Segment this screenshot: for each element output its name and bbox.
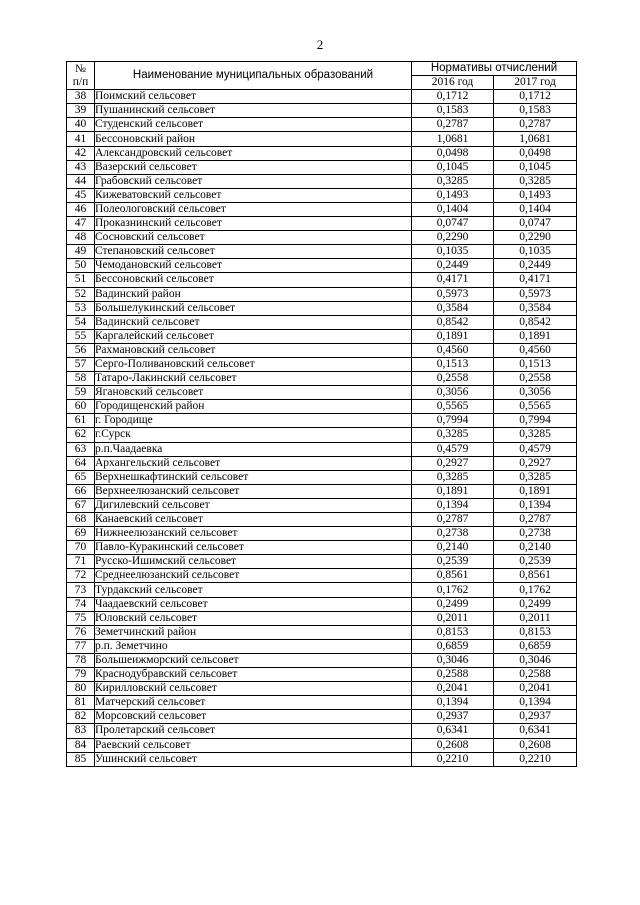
row-2017-cell: 0,0498 (494, 146, 577, 160)
row-2016-cell: 0,2608 (412, 738, 494, 752)
table-row (67, 259, 577, 273)
row-2017-cell: 0,2738 (494, 527, 577, 541)
table-row (67, 315, 577, 329)
row-2017-cell: 0,6859 (494, 639, 577, 653)
table-row (67, 231, 577, 245)
row-2016-cell: 0,7994 (412, 414, 494, 428)
row-number-cell: 46 (67, 202, 95, 216)
row-2017-cell: 0,2558 (494, 372, 577, 386)
row-number-cell: 78 (67, 653, 95, 667)
row-2016-cell: 0,2290 (412, 231, 494, 245)
number-header-label: № (75, 62, 86, 75)
row-2016-cell: 0,3285 (412, 470, 494, 484)
row-2017-cell: 0,2787 (494, 118, 577, 132)
row-2017-cell: 0,2787 (494, 513, 577, 527)
row-name-cell: Морсовский сельсовет (95, 710, 412, 724)
row-number-cell: 81 (67, 696, 95, 710)
row-2017-cell: 0,1045 (494, 160, 577, 174)
row-number-cell: 48 (67, 231, 95, 245)
row-2016-cell: 0,2449 (412, 259, 494, 273)
number-header (67, 62, 95, 90)
table-body (67, 90, 577, 767)
row-2017-cell: 0,3285 (494, 428, 577, 442)
row-number-cell: 64 (67, 456, 95, 470)
row-2016-cell: 0,2539 (412, 555, 494, 569)
row-number-cell: 50 (67, 259, 95, 273)
table-row (67, 484, 577, 498)
row-number-cell: 65 (67, 470, 95, 484)
row-name-cell: Полеологовский сельсовет (95, 202, 412, 216)
row-2016-cell: 0,5565 (412, 400, 494, 414)
row-2016-cell: 0,2927 (412, 456, 494, 470)
row-name-cell: Сосновский сельсовет (95, 231, 412, 245)
row-2017-cell: 0,1712 (494, 90, 577, 104)
row-2016-cell: 0,1394 (412, 498, 494, 512)
row-name-cell: р.п.Чаадаевка (95, 442, 412, 456)
row-2017-cell: 0,2290 (494, 231, 577, 245)
row-2016-cell: 0,2738 (412, 527, 494, 541)
table-row (67, 724, 577, 738)
row-2017-cell: 0,2011 (494, 611, 577, 625)
row-number-cell: 44 (67, 174, 95, 188)
row-number-cell: 45 (67, 188, 95, 202)
table-row (67, 653, 577, 667)
row-2017-cell: 0,1583 (494, 104, 577, 118)
table-row (67, 273, 577, 287)
table-row (67, 513, 577, 527)
table-row (67, 90, 577, 104)
row-2016-cell: 0,2011 (412, 611, 494, 625)
row-2017-cell: 0,1035 (494, 245, 577, 259)
row-number-cell: 80 (67, 682, 95, 696)
row-number-cell: 73 (67, 583, 95, 597)
name-header: Наименование муниципальных образований (95, 62, 412, 90)
row-name-cell: Архангельский сельсовет (95, 456, 412, 470)
row-name-cell: Русско-Ишимский сельсовет (95, 555, 412, 569)
year-2016-header: 2016 год (412, 76, 494, 90)
row-number-cell: 59 (67, 386, 95, 400)
table-row (67, 527, 577, 541)
row-name-cell: Вадинский район (95, 287, 412, 301)
table-row (67, 104, 577, 118)
row-2016-cell: 1,0681 (412, 132, 494, 146)
row-2017-cell: 0,3285 (494, 470, 577, 484)
row-2017-cell: 0,1394 (494, 696, 577, 710)
table-row (67, 442, 577, 456)
table-row (67, 400, 577, 414)
row-name-cell: Матчерский сельсовет (95, 696, 412, 710)
table-row (67, 343, 577, 357)
row-2016-cell: 0,2041 (412, 682, 494, 696)
row-name-cell: Бессоновский район (95, 132, 412, 146)
row-name-cell: Пушанинский сельсовет (95, 104, 412, 118)
row-2016-cell: 0,5973 (412, 287, 494, 301)
row-2016-cell: 0,0498 (412, 146, 494, 160)
row-name-cell: Большелукинский сельсовет (95, 301, 412, 315)
row-2017-cell: 0,2937 (494, 710, 577, 724)
row-2017-cell: 0,2140 (494, 541, 577, 555)
row-2016-cell: 0,2210 (412, 752, 494, 766)
row-2016-cell: 0,1891 (412, 329, 494, 343)
row-number-cell: 82 (67, 710, 95, 724)
table-row (67, 682, 577, 696)
table-row (67, 470, 577, 484)
row-number-cell: 72 (67, 569, 95, 583)
row-number-cell: 54 (67, 315, 95, 329)
row-number-cell: 79 (67, 668, 95, 682)
norms-table (66, 61, 577, 767)
row-2017-cell: 0,3584 (494, 301, 577, 315)
row-name-cell: г.Сурск (95, 428, 412, 442)
table-row (67, 146, 577, 160)
row-2017-cell: 0,7994 (494, 414, 577, 428)
row-2017-cell: 0,2499 (494, 597, 577, 611)
row-2016-cell: 0,1891 (412, 484, 494, 498)
row-2017-cell: 0,3285 (494, 174, 577, 188)
row-number-cell: 47 (67, 217, 95, 231)
row-number-cell: 63 (67, 442, 95, 456)
row-name-cell: Кижеватовский сельсовет (95, 188, 412, 202)
norms-header: Нормативы отчислений (412, 62, 577, 76)
row-2017-cell: 0,4560 (494, 343, 577, 357)
row-name-cell: Вадинский сельсовет (95, 315, 412, 329)
row-name-cell: Дигилевский сельсовет (95, 498, 412, 512)
row-number-cell: 58 (67, 372, 95, 386)
row-2016-cell: 0,8542 (412, 315, 494, 329)
row-name-cell: Среднеелюзанский сельсовет (95, 569, 412, 583)
row-2017-cell: 0,4171 (494, 273, 577, 287)
row-name-cell: Поимский сельсовет (95, 90, 412, 104)
table-row (67, 217, 577, 231)
row-name-cell: Ушинский сельсовет (95, 752, 412, 766)
row-number-cell: 56 (67, 343, 95, 357)
row-2016-cell: 0,1045 (412, 160, 494, 174)
table-row (67, 372, 577, 386)
row-name-cell: Канаевский сельсовет (95, 513, 412, 527)
row-2017-cell: 0,1762 (494, 583, 577, 597)
table-row (67, 696, 577, 710)
table-row (67, 752, 577, 766)
row-2016-cell: 0,3046 (412, 653, 494, 667)
row-number-cell: 75 (67, 611, 95, 625)
row-name-cell: Рахмановский сельсовет (95, 343, 412, 357)
row-name-cell: Кирилловский сельсовет (95, 682, 412, 696)
row-number-cell: 84 (67, 738, 95, 752)
row-2017-cell: 0,5565 (494, 400, 577, 414)
row-name-cell: Городищенский район (95, 400, 412, 414)
row-2017-cell: 0,2588 (494, 668, 577, 682)
row-name-cell: Краснодубравский сельсовет (95, 668, 412, 682)
row-name-cell: Юловский сельсовет (95, 611, 412, 625)
row-2017-cell: 0,1404 (494, 202, 577, 216)
row-2016-cell: 0,4579 (412, 442, 494, 456)
table-row (67, 639, 577, 653)
row-2017-cell: 0,1394 (494, 498, 577, 512)
number-header-sublabel: п/п (72, 75, 89, 88)
row-name-cell: Александровский сельсовет (95, 146, 412, 160)
table-row (67, 456, 577, 470)
row-name-cell: Верхнеелюзанский сельсовет (95, 484, 412, 498)
row-2017-cell: 0,8561 (494, 569, 577, 583)
table-row (67, 597, 577, 611)
row-2016-cell: 0,2588 (412, 668, 494, 682)
row-name-cell: Степановский сельсовет (95, 245, 412, 259)
row-2017-cell: 0,1891 (494, 484, 577, 498)
row-2016-cell: 0,2140 (412, 541, 494, 555)
row-name-cell: Ягановский сельсовет (95, 386, 412, 400)
row-number-cell: 62 (67, 428, 95, 442)
table-row (67, 357, 577, 371)
row-2016-cell: 0,1762 (412, 583, 494, 597)
row-name-cell: р.п. Земетчино (95, 639, 412, 653)
year-2017-header: 2017 год (494, 76, 577, 90)
row-name-cell: Серго-Поливановский сельсовет (95, 357, 412, 371)
row-number-cell: 39 (67, 104, 95, 118)
row-2017-cell: 0,3056 (494, 386, 577, 400)
table-row (67, 118, 577, 132)
row-2017-cell: 0,2210 (494, 752, 577, 766)
row-2017-cell: 0,4579 (494, 442, 577, 456)
row-number-cell: 68 (67, 513, 95, 527)
row-2016-cell: 0,6341 (412, 724, 494, 738)
row-name-cell: Земетчинский район (95, 625, 412, 639)
row-2017-cell: 0,2041 (494, 682, 577, 696)
row-number-cell: 66 (67, 484, 95, 498)
table-row (67, 301, 577, 315)
row-name-cell: Турдакский сельсовет (95, 583, 412, 597)
row-number-cell: 57 (67, 357, 95, 371)
table-row (67, 498, 577, 512)
row-2016-cell: 0,1035 (412, 245, 494, 259)
row-number-cell: 43 (67, 160, 95, 174)
row-2017-cell: 1,0681 (494, 132, 577, 146)
row-2017-cell: 0,2539 (494, 555, 577, 569)
row-2017-cell: 0,2608 (494, 738, 577, 752)
table-row (67, 738, 577, 752)
table-row (67, 625, 577, 639)
table-row (67, 555, 577, 569)
row-2016-cell: 0,1513 (412, 357, 494, 371)
row-2016-cell: 0,8561 (412, 569, 494, 583)
row-2016-cell: 0,4560 (412, 343, 494, 357)
row-number-cell: 83 (67, 724, 95, 738)
row-2017-cell: 0,3046 (494, 653, 577, 667)
table-row (67, 583, 577, 597)
row-name-cell: Каргалейский сельсовет (95, 329, 412, 343)
row-2016-cell: 0,2787 (412, 118, 494, 132)
row-2016-cell: 0,8153 (412, 625, 494, 639)
row-number-cell: 74 (67, 597, 95, 611)
row-2016-cell: 0,2499 (412, 597, 494, 611)
row-2016-cell: 0,1493 (412, 188, 494, 202)
row-name-cell: г. Городище (95, 414, 412, 428)
table-row (67, 428, 577, 442)
row-number-cell: 70 (67, 541, 95, 555)
row-number-cell: 41 (67, 132, 95, 146)
table-row (67, 160, 577, 174)
row-number-cell: 85 (67, 752, 95, 766)
row-2016-cell: 0,1404 (412, 202, 494, 216)
row-2016-cell: 0,4171 (412, 273, 494, 287)
table-row (67, 287, 577, 301)
table-row (67, 132, 577, 146)
row-name-cell: Татаро-Лакинский сельсовет (95, 372, 412, 386)
table-row (67, 245, 577, 259)
row-2016-cell: 0,2937 (412, 710, 494, 724)
row-2017-cell: 0,2449 (494, 259, 577, 273)
row-number-cell: 69 (67, 527, 95, 541)
row-2017-cell: 0,0747 (494, 217, 577, 231)
row-number-cell: 60 (67, 400, 95, 414)
row-name-cell: Верхнешкафтинский сельсовет (95, 470, 412, 484)
row-name-cell: Чемодановский сельсовет (95, 259, 412, 273)
row-name-cell: Раевский сельсовет (95, 738, 412, 752)
row-2016-cell: 0,1394 (412, 696, 494, 710)
row-2016-cell: 0,3056 (412, 386, 494, 400)
row-2017-cell: 0,8542 (494, 315, 577, 329)
row-2016-cell: 0,1712 (412, 90, 494, 104)
row-2016-cell: 0,0747 (412, 217, 494, 231)
row-number-cell: 76 (67, 625, 95, 639)
row-2017-cell: 0,8153 (494, 625, 577, 639)
table-row (67, 611, 577, 625)
table-row (67, 329, 577, 343)
page-number: 2 (316, 37, 324, 52)
row-name-cell: Пролетарский сельсовет (95, 724, 412, 738)
row-name-cell: Проказнинский сельсовет (95, 217, 412, 231)
row-2017-cell: 0,1493 (494, 188, 577, 202)
table-row (67, 174, 577, 188)
row-number-cell: 53 (67, 301, 95, 315)
row-name-cell: Бессоновский сельсовет (95, 273, 412, 287)
row-2017-cell: 0,1513 (494, 357, 577, 371)
row-2016-cell: 0,2558 (412, 372, 494, 386)
table-row (67, 386, 577, 400)
row-number-cell: 51 (67, 273, 95, 287)
table-row (67, 188, 577, 202)
row-name-cell: Нижнеелюзанский сельсовет (95, 527, 412, 541)
table-row (67, 668, 577, 682)
table-row (67, 541, 577, 555)
row-number-cell: 49 (67, 245, 95, 259)
row-name-cell: Студенский сельсовет (95, 118, 412, 132)
row-number-cell: 71 (67, 555, 95, 569)
row-2017-cell: 0,1891 (494, 329, 577, 343)
row-2016-cell: 0,2787 (412, 513, 494, 527)
row-number-cell: 67 (67, 498, 95, 512)
row-number-cell: 77 (67, 639, 95, 653)
row-2016-cell: 0,1583 (412, 104, 494, 118)
row-name-cell: Чаадаевский сельсовет (95, 597, 412, 611)
row-number-cell: 52 (67, 287, 95, 301)
row-number-cell: 55 (67, 329, 95, 343)
row-number-cell: 61 (67, 414, 95, 428)
row-2017-cell: 0,2927 (494, 456, 577, 470)
row-name-cell: Павло-Куракинский сельсовет (95, 541, 412, 555)
row-2016-cell: 0,3584 (412, 301, 494, 315)
table-row (67, 414, 577, 428)
row-2017-cell: 0,5973 (494, 287, 577, 301)
row-2016-cell: 0,3285 (412, 174, 494, 188)
row-2017-cell: 0,6341 (494, 724, 577, 738)
row-number-cell: 40 (67, 118, 95, 132)
table-row (67, 202, 577, 216)
row-2016-cell: 0,3285 (412, 428, 494, 442)
row-2016-cell: 0,6859 (412, 639, 494, 653)
row-number-cell: 42 (67, 146, 95, 160)
row-name-cell: Большеижморский сельсовет (95, 653, 412, 667)
table-row (67, 710, 577, 724)
table-header (67, 62, 577, 90)
row-number-cell: 38 (67, 90, 95, 104)
row-name-cell: Вазерский сельсовет (95, 160, 412, 174)
row-name-cell: Грабовский сельсовет (95, 174, 412, 188)
table-row (67, 569, 577, 583)
